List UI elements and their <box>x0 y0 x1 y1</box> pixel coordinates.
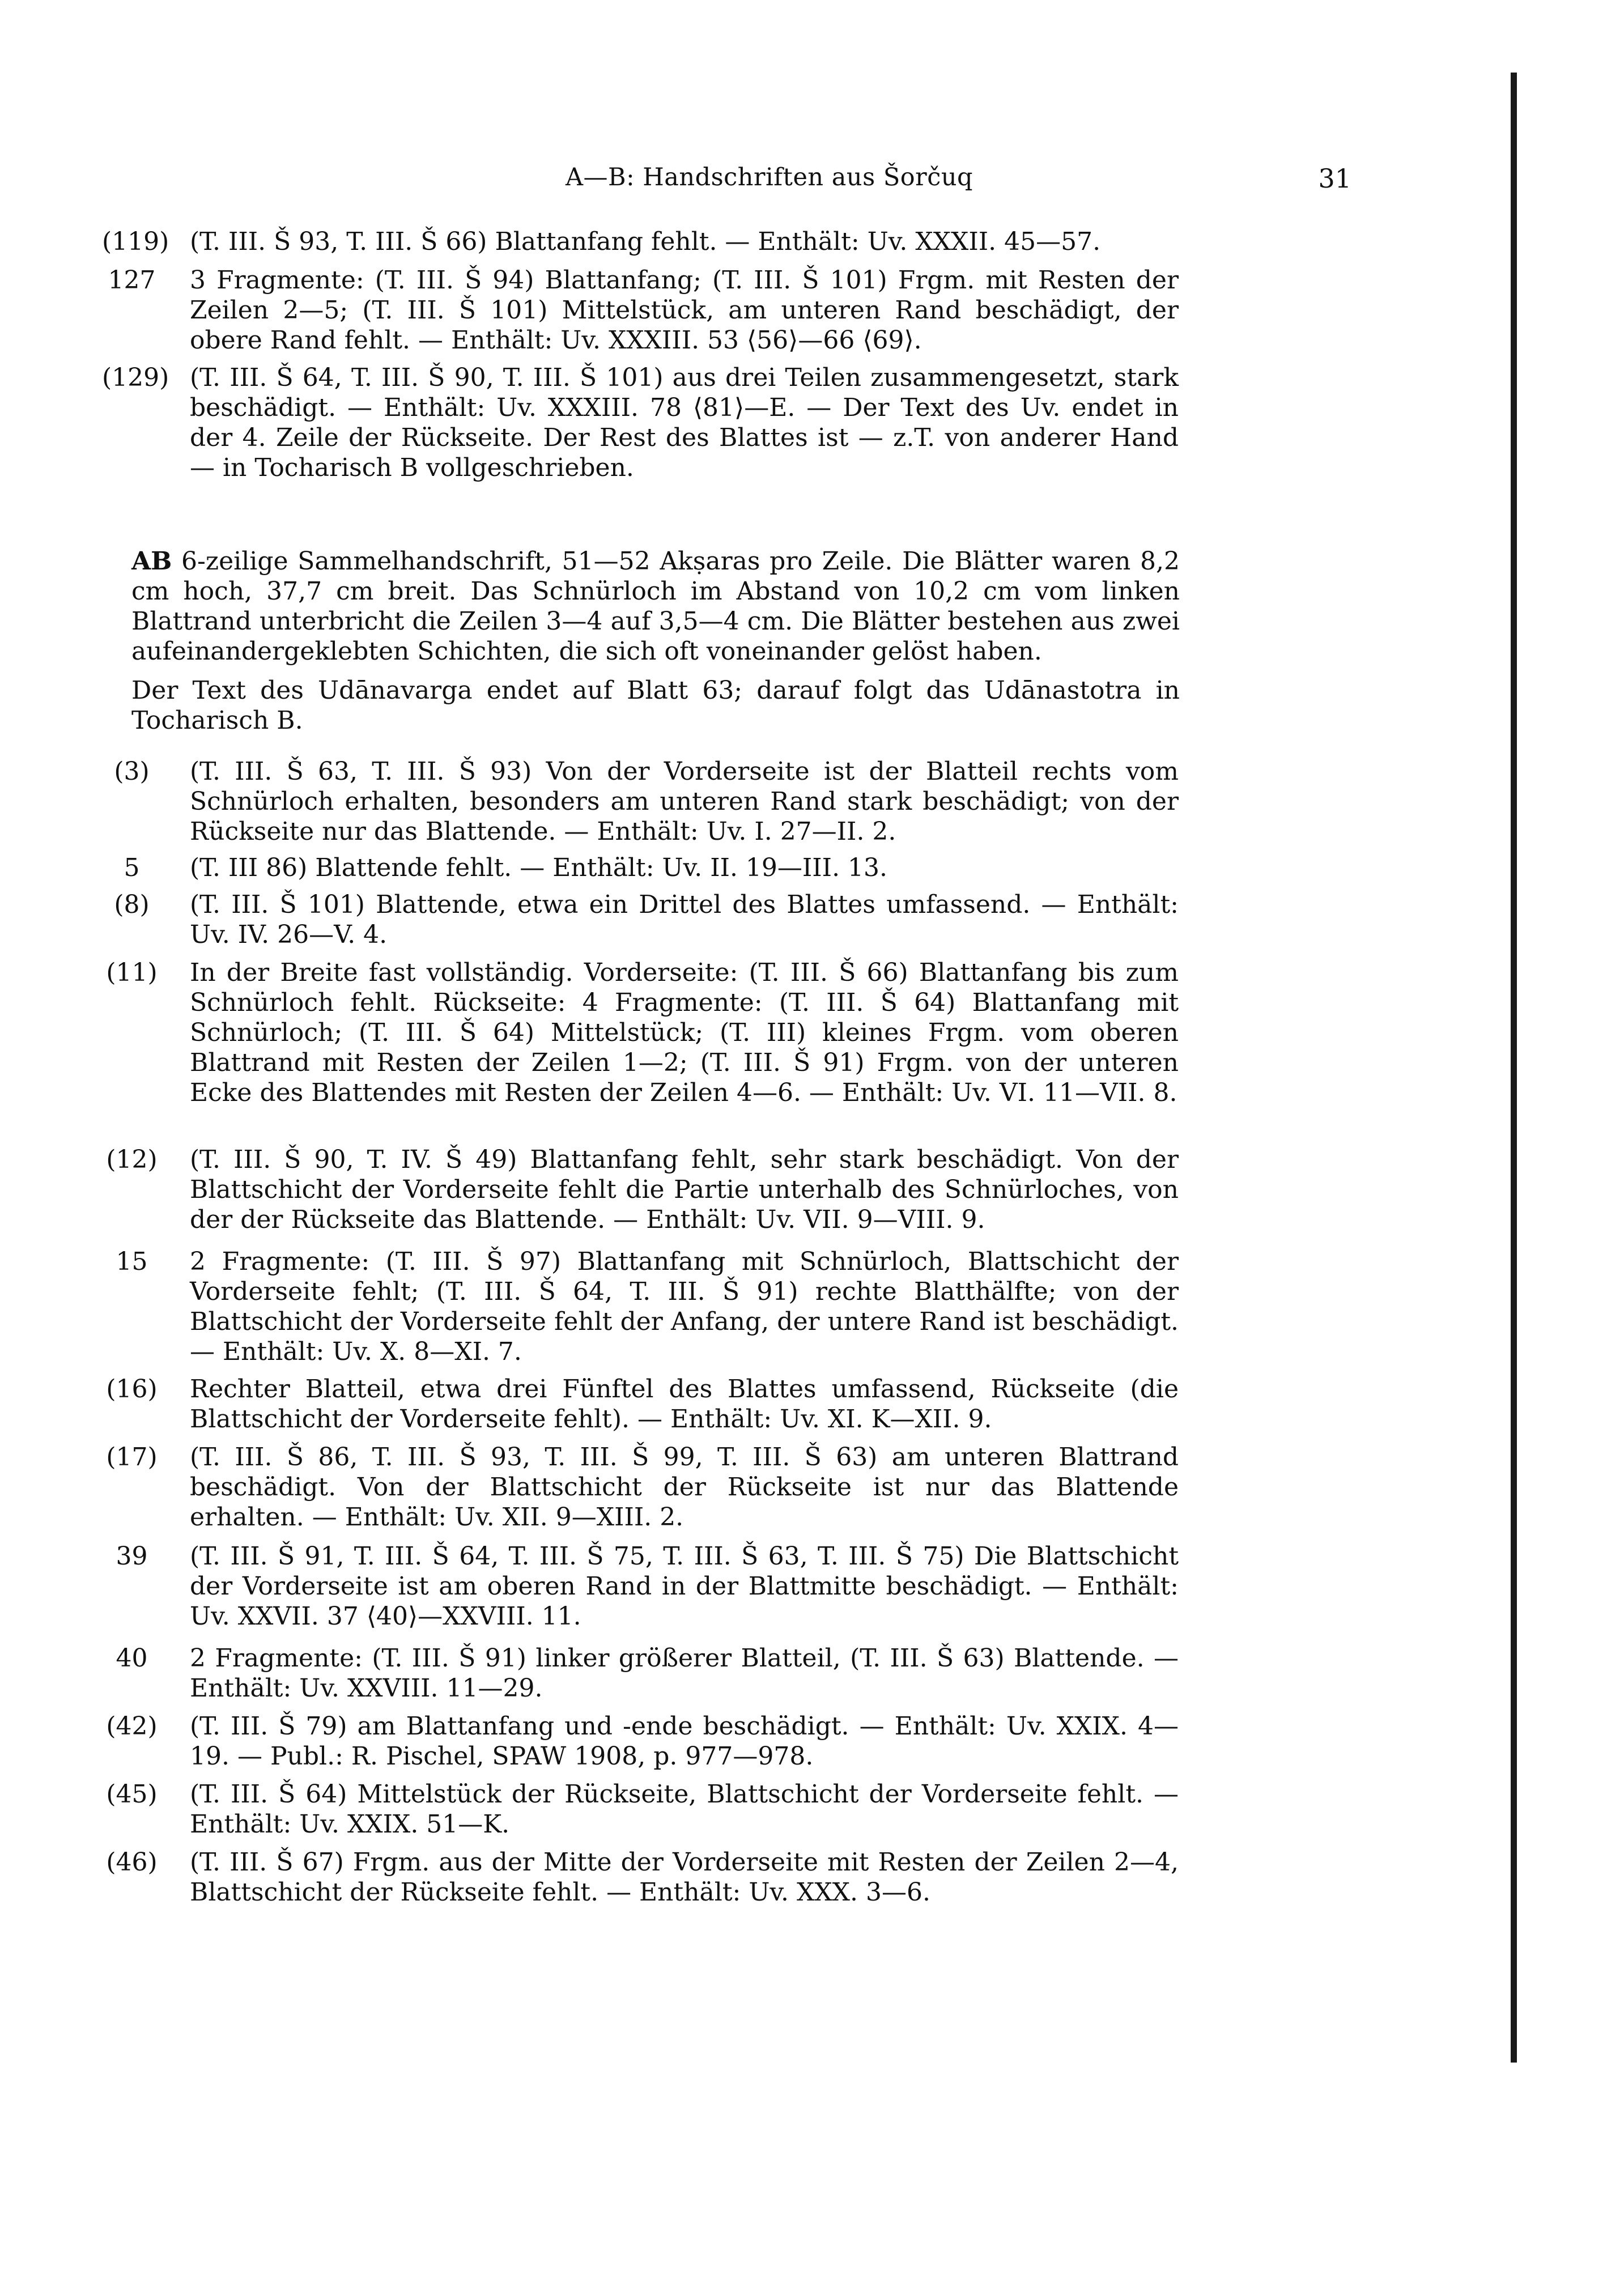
entry-description: (T. III. Š 64, T. III. Š 90, T. III. Š 101) aus drei Teilen zusammengesetzt, stark beschädigt. — Enthält: Uv. XXXIII. 78 ⟨81⟩—E. — Der Text des Uv. endet in der 4. Zeile der Rückseite. Der Rest des Blattes ist — z.T. von anderer Hand — in Tocharisch B vollgeschrieben. <box>190 363 1179 482</box>
catalog-entry <box>102 756 1179 847</box>
entry-description: Rechter Blatteil, etwa drei Fünftel des Blattes umfassend, Rückseite (die Blattschicht der Vorderseite fehlt). — Enthält: Uv. XI. K—XII. 9. <box>190 1375 1179 1434</box>
catalog-entry <box>102 1541 1179 1631</box>
catalog-entry <box>102 1442 1179 1532</box>
entry-description: (T. III. Š 67) Frgm. aus der Mitte der Vorderseite mit Resten der Zeilen 2—4, Blattschicht der Rückseite fehlt. — Enthält: Uv. XXX. 3—6. <box>190 1848 1179 1907</box>
leaf-number: (129) <box>102 363 169 392</box>
entry-description: (T. III. Š 86, T. III. Š 93, T. III. Š 99, T. III. Š 63) am unteren Blattrand beschädigt. Von der Blattschicht der Rückseite ist nur das Blattende erhalten. — Enthält: Uv. XII. 9—XIII. 2. <box>190 1443 1179 1532</box>
leaf-number: (12) <box>106 1145 158 1174</box>
leaf-number: 40 <box>116 1644 148 1673</box>
leaf-number: 5 <box>124 853 140 882</box>
entry-description: (T. III. Š 64) Mittelstück der Rückseite, Blattschicht der Vorderseite fehlt. — Enthält: Uv. XXIX. 51—K. <box>190 1780 1179 1839</box>
catalog-entry <box>102 1643 1179 1703</box>
catalog-entry <box>102 227 1179 257</box>
catalog-entry <box>102 265 1179 355</box>
catalog-entry <box>102 363 1179 483</box>
entry-description: In der Breite fast vollständig. Vorderseite: (T. III. Š 66) Blattanfang bis zum Schnürloch fehlt. Rückseite: 4 Fragmente: (T. III. Š 64) Blattanfang mit Schnürloch; (T. III. Š 64) Mittelstück; (T. III) kleines Frgm. vom oberen Blattrand mit Resten der Zeilen 1—2; (T. III. Š 91) Frgm. von der unteren Ecke des Blattendes mit Resten der Zeilen 4—6. — Enthält: Uv. VI. 11—VII. 8. <box>190 958 1179 1107</box>
manuscript-intro: 6-zeilige Sammelhandschrift, 51—52 Akṣaras pro Zeile. Die Blätter waren 8,2 cm hoch, 37,7 cm breit. Das Schnürloch im Abstand von 10,2 cm vom linken Blattrand unterbricht die Zeilen 3—4 auf 3,5—4 cm. Die Blätter bestehen aus zwei aufeinandergeklebten Schichten, die sich oft voneinander gelöst haben. <box>131 547 1180 666</box>
leaf-number: (17) <box>106 1443 158 1472</box>
manuscript-description <box>131 546 1180 666</box>
leaf-number: (8) <box>114 890 150 919</box>
page-header <box>187 163 1351 203</box>
catalog-entry <box>102 890 1179 950</box>
catalog-entry <box>102 853 1179 883</box>
entry-description: 3 Fragmente: (T. III. Š 94) Blattanfang; (T. III. Š 101) Frgm. mit Resten der Zeilen 2—5; (T. III. Š 101) Mittelstück, am unteren Rand beschädigt, der obere Rand fehlt. — Enthält: Uv. XXXIII. 53 ⟨56⟩—66 ⟨69⟩. <box>190 266 1179 355</box>
leaf-number: 15 <box>116 1247 148 1276</box>
entry-description: 2 Fragmente: (T. III. Š 97) Blattanfang mit Schnürloch, Blattschicht der Vorderseite fehlt; (T. III. Š 64, T. III. Š 91) rechte Blatthälfte; von der Blattschicht der Vorderseite fehlt der Anfang, der untere Rand ist beschädigt. — Enthält: Uv. X. 8—XI. 7. <box>190 1247 1179 1366</box>
leaf-number: (45) <box>106 1780 158 1809</box>
leaf-number: (3) <box>114 757 150 786</box>
catalog-entry <box>102 1145 1179 1235</box>
entry-description: (T. III. Š 101) Blattende, etwa ein Drittel des Blattes umfassend. — Enthält: Uv. IV. 26—V. 4. <box>190 890 1179 949</box>
catalog-entry <box>102 1247 1179 1367</box>
manuscript-siglum: AB <box>131 547 172 576</box>
manuscript-note: Der Text des Udānavarga endet auf Blatt 63; darauf folgt das Udānastotra in Tocharisch B. <box>131 676 1180 735</box>
catalog-entry <box>102 1711 1179 1771</box>
leaf-number: (16) <box>106 1375 158 1404</box>
catalog-entry <box>102 1847 1179 1907</box>
leaf-number: (11) <box>106 958 158 987</box>
leaf-number: 127 <box>108 266 156 295</box>
catalog-entry <box>102 1374 1179 1434</box>
entry-description: 2 Fragmente: (T. III. Š 91) linker größerer Blatteil, (T. III. Š 63) Blattende. — Enthält: Uv. XXVIII. 11—29. <box>190 1644 1179 1703</box>
leaf-number: (46) <box>106 1848 158 1877</box>
entry-description: (T. III. Š 93, T. III. Š 66) Blattanfang fehlt. — Enthält: Uv. XXXII. 45—57. <box>190 227 1101 256</box>
entry-description: (T. III. Š 63, T. III. Š 93) Von der Vorderseite ist der Blatteil rechts vom Schnürloch erhalten, besonders am unteren Rand stark beschädigt; von der Rückseite nur das Blattende. — Enthält: Uv. I. 27—II. 2. <box>190 757 1179 846</box>
leaf-number: 39 <box>116 1542 148 1571</box>
leaf-number: (119) <box>102 227 169 256</box>
catalog-entry <box>102 1779 1179 1839</box>
page-edge-bar <box>1511 73 1517 2063</box>
entry-description: (T. III. Š 79) am Blattanfang und -ende beschädigt. — Enthält: Uv. XXIX. 4—19. — Publ.: R. Pischel, SPAW 1908, p. 977—978. <box>190 1712 1179 1771</box>
running-title: A—B: Handschriften aus Šorčuq <box>565 163 973 192</box>
entry-description: (T. III. Š 91, T. III. Š 64, T. III. Š 75, T. III. Š 63, T. III. Š 75) Die Blattschicht der Vorderseite ist am oberen Rand in der Blattmitte beschädigt. — Enthält: Uv. XXVII. 37 ⟨40⟩—XXVIII. 11. <box>190 1542 1179 1631</box>
catalog-entry <box>102 958 1179 1108</box>
page-number: 31 <box>1318 163 1351 194</box>
leaf-number: (42) <box>106 1712 158 1741</box>
entry-description: (T. III. Š 90, T. IV. Š 49) Blattanfang fehlt, sehr stark beschädigt. Von der Blattschicht der Vorderseite fehlt die Partie unterhalb des Schnürloches, von der der Rückseite das Blattende. — Enthält: Uv. VII. 9—VIII. 9. <box>190 1145 1179 1234</box>
entry-description: (T. III 86) Blattende fehlt. — Enthält: Uv. II. 19—III. 13. <box>190 853 888 882</box>
